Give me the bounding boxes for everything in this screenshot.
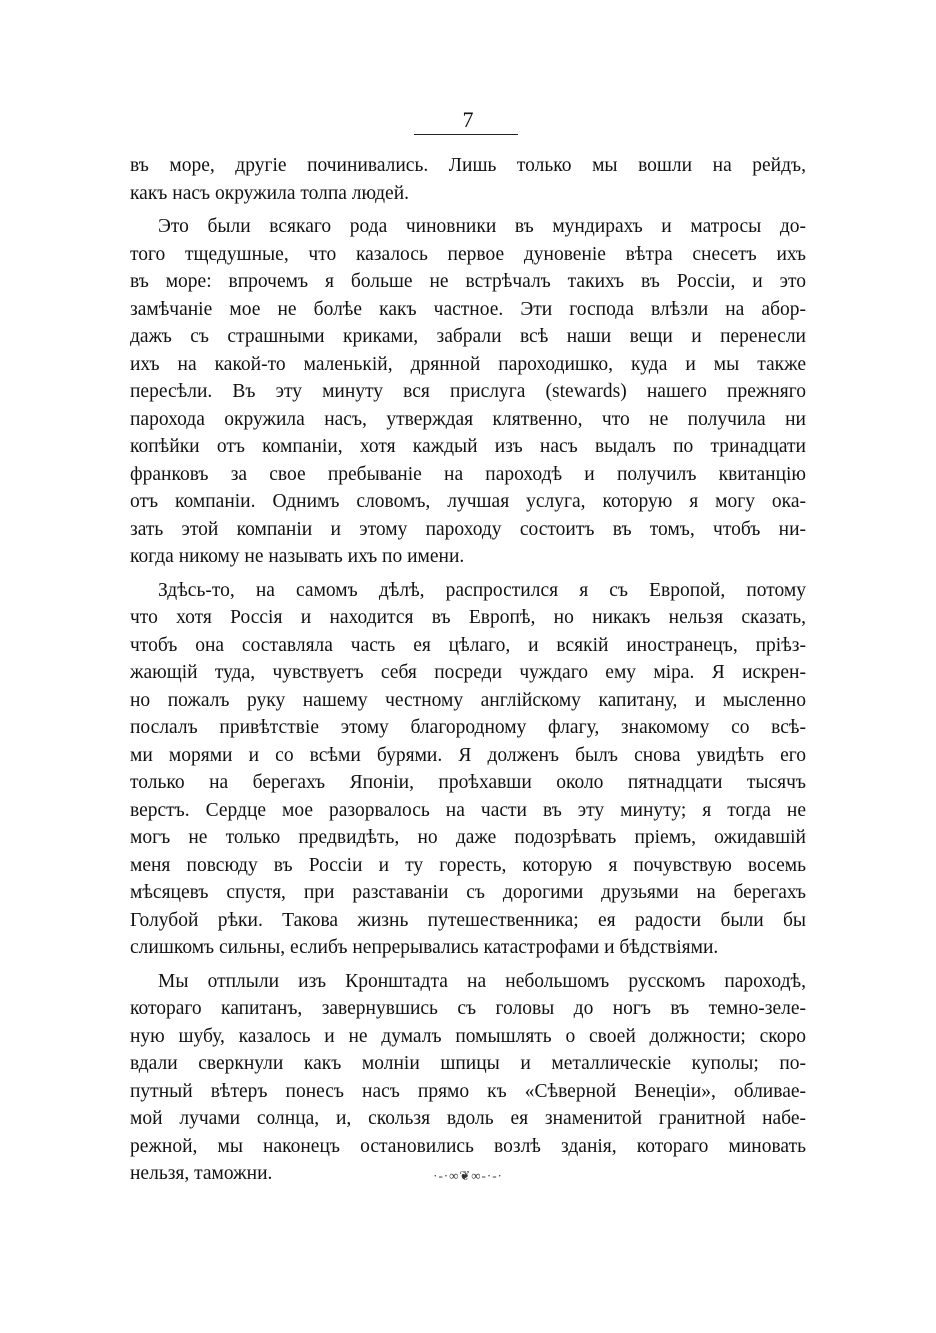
text-line: ми морями и со всѣми бурями. Я долженъ былъ снова увидѣть его bbox=[130, 744, 806, 766]
text-line: жающiй туда, чувствуетъ себя посреди чуждаго ему мiра. Я искрен- bbox=[130, 662, 806, 683]
text-line: зать этой компанiи и этому пароходу состоитъ въ томъ, чтобъ ни- bbox=[130, 518, 806, 540]
paragraph bbox=[130, 577, 806, 962]
text-line: парохода окружила насъ, утверждая клятвенно, что не получила ни bbox=[130, 408, 806, 430]
text-line: послалъ привѣтствiе этому благородному флагу, знакомому со всѣ- bbox=[130, 717, 806, 738]
text-line: нельзя, таможни. bbox=[130, 1163, 273, 1184]
text-line: мѣсяцевъ спустя, при разставанiи съ дорогими друзьями на берегахъ bbox=[130, 882, 806, 903]
header-rule bbox=[414, 134, 518, 135]
text-line: меня повсюду въ Россiи и ту горесть, которую я почувствую восемь bbox=[130, 854, 806, 876]
text-line: того тщедушные, что казалось первое дуновенiе вѣтра снесетъ ихъ bbox=[130, 243, 806, 265]
text-line: котораго капитанъ, завернувшись съ головы до ногъ въ темно-зеле- bbox=[130, 998, 806, 1019]
page-number: 7 bbox=[462, 107, 474, 132]
paragraph bbox=[130, 152, 806, 207]
text-line: Здѣсь-то, на самомъ дѣлѣ, распростился я съ Европой, потому bbox=[158, 579, 806, 601]
text-line: могъ не только предвидѣть, но даже подозрѣвать прiемъ, ожидавшiй bbox=[130, 827, 806, 848]
end-ornament: ·-·∞❦∞-·-· bbox=[433, 1168, 503, 1183]
text-line: какъ насъ окружила толпа людей. bbox=[130, 182, 409, 204]
text-line: режной, мы наконецъ остановились возлѣ зданiя, котораго миновать bbox=[130, 1135, 806, 1157]
text-line: замѣчанiе мое не болѣе какъ частное. Эти господа влѣзли на абор- bbox=[130, 298, 806, 320]
text-line: ихъ на какой-то маленькiй, дрянной пароходишко, куда и мы также bbox=[130, 353, 806, 375]
text-line: вдали сверкнули какъ молнiи шпицы и металлическiе куполы; по- bbox=[130, 1053, 806, 1074]
text-line: въ море, другiе починивались. Лишь только мы вошли на рейдъ, bbox=[130, 155, 806, 176]
text-line: что хотя Россiя и находится въ Европѣ, но никакъ нельзя сказать, bbox=[130, 607, 806, 628]
text-line: верстъ. Сердце мое разорвалось на части въ эту минуту; я тогда не bbox=[130, 799, 806, 821]
text-line: чтобъ она составляла часть ея цѣлаго, и всякiй иностранецъ, прiѣз- bbox=[130, 634, 806, 656]
text-line: въ море: впрочемъ я больше не встрѣчалъ такихъ въ Россiи, и это bbox=[130, 271, 806, 292]
text-line: только на берегахъ Японiи, проѣхавши около пятнадцати тысячъ bbox=[130, 772, 806, 793]
text-line: когда никому не называть ихъ по имени. bbox=[130, 546, 465, 567]
text-line: пересѣли. Въ эту минуту вся прислуга (stewards) нашего прежняго bbox=[130, 381, 806, 402]
text-line: Это были всякаго рода чиновники въ мундирахъ и матросы до- bbox=[158, 216, 806, 237]
text-line: дажъ съ страшными криками, забрали всѣ наши вещи и перенесли bbox=[130, 326, 806, 347]
text-line: слишкомъ сильны, еслибъ непрерывались катастрофами и бѣдствiями. bbox=[130, 937, 719, 958]
text-line: франковъ за свое пребыванiе на пароходѣ и получилъ квитанцiю bbox=[130, 463, 806, 485]
paragraph bbox=[130, 213, 806, 571]
paragraph bbox=[130, 968, 806, 1188]
text-line: мой лучами солнца, и, скользя вдоль ея знаменитой гранитной набе- bbox=[130, 1108, 806, 1129]
body-text bbox=[130, 152, 806, 1194]
text-line: путный вѣтеръ понесъ насъ прямо къ «Сѣверной Венецiи», обливае- bbox=[130, 1080, 806, 1102]
text-line: Голубой рѣки. Такова жизнь путешественника; ея радости были бы bbox=[130, 909, 806, 931]
text-line: отъ компанiи. Однимъ словомъ, лучшая услуга, которую я могу ока- bbox=[130, 491, 806, 512]
text-line: но пожалъ руку нашему честному англiйскому капитану, и мысленно bbox=[130, 689, 806, 711]
text-line: Мы отплыли изъ Кронштадта на небольшомъ русскомъ пароходѣ, bbox=[158, 970, 806, 992]
text-line: копѣйки отъ компанiи, хотя каждый изъ насъ выдалъ по тринадцати bbox=[130, 436, 806, 457]
text-line: ную шубу, казалось и не думалъ помышлять о своей должности; скоро bbox=[130, 1025, 806, 1047]
